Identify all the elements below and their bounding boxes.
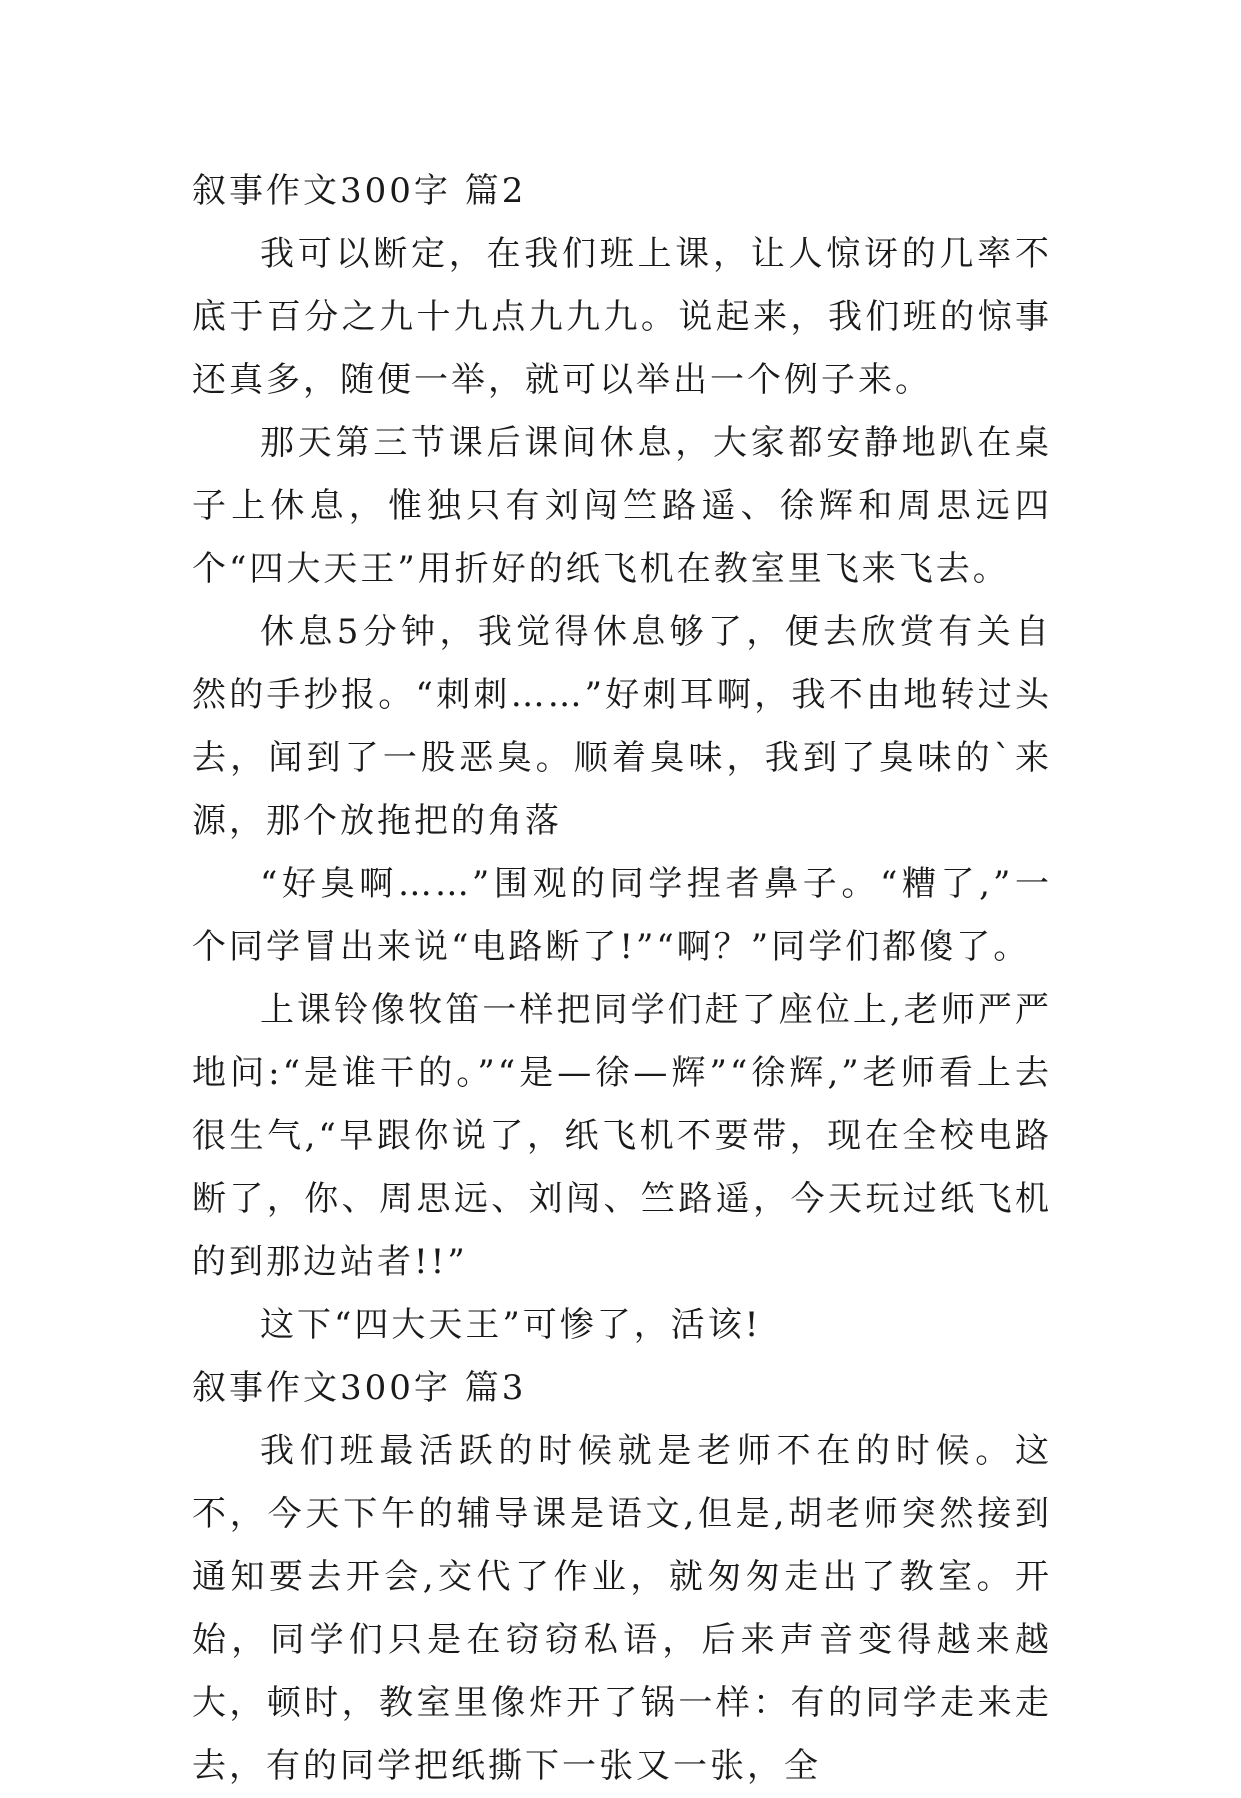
- paragraph: 休息5分钟，我觉得休息够了，便去欣赏有关自然的手抄报。“刺刺……”好刺耳啊，我不由地转过头去，闻到了一股恶臭。顺着臭味，我到了臭味的`来源，那个放拖把的角落: [192, 612, 1052, 841]
- section-heading: 叙事作文300字 篇2: [192, 171, 527, 211]
- section-heading: 叙事作文300字 篇3: [192, 1368, 527, 1408]
- paragraph: 我们班最活跃的时候就是老师不在的时候。这不，今天下午的辅导课是语文,但是,胡老师突然接到通知要去开会,交代了作业，就匆匆走出了教室。开始，同学们只是在窃窃私语，后来声音变得越来越大，顿时，教室里像炸开了锅一样：有的同学走来走去，有的同学把纸撕下一张又一张，全: [192, 1431, 1052, 1786]
- paragraph: “好臭啊……”围观的同学捏者鼻子。“糟了,”一个同学冒出来说“电路断了!”“啊？”同学们都傻了。: [192, 864, 1052, 967]
- paragraph: 我可以断定，在我们班上课，让人惊讶的几率不底于百分之九十九点九九九。说起来，我们班的惊事还真多，随便一举，就可以举出一个例子来。: [192, 234, 1052, 400]
- paragraph: 那天第三节课后课间休息，大家都安静地趴在桌子上休息，惟独只有刘闯竺路遥、徐辉和周思远四个“四大天王”用折好的纸飞机在教室里飞来飞去。: [192, 423, 1052, 589]
- paragraph: 上课铃像牧笛一样把同学们赶了座位上,老师严严地问:“是谁干的。”“是—徐—辉”“徐辉,”老师看上去很生气,“早跟你说了，纸飞机不要带，现在全校电路断了，你、周思远、刘闯、竺路遥，今天玩过纸飞机的到那边站者!!”: [192, 990, 1052, 1282]
- paragraph: 这下“四大天王”可惨了，活该!: [260, 1305, 762, 1345]
- document-body: [192, 160, 1052, 1798]
